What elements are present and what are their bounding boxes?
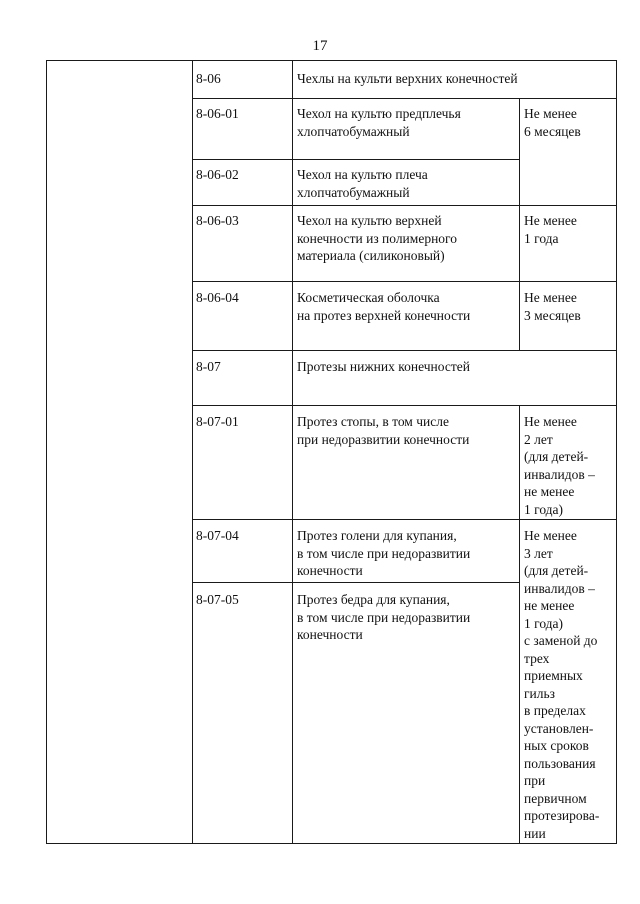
page-number: 17 (312, 38, 328, 54)
table-border-col4b (519, 405, 520, 843)
row-separator (192, 281, 617, 282)
table-row-code: 8-07-04 (196, 528, 239, 543)
row-separator (192, 205, 617, 206)
table-row-name: Чехол на культю верхней конечности из полимерного материала (силиконовый) (297, 213, 457, 263)
table-row-name: Чехол на культю предплечья хлопчатобумажный (297, 106, 461, 139)
table-border-bottom (46, 843, 617, 844)
table-row-code: 8-06-04 (196, 290, 239, 305)
table-row-code: 8-07 (196, 359, 221, 374)
table-row-name: Косметическая оболочка на протез верхней конечности (297, 290, 471, 323)
table-row-code: 8-07-05 (196, 592, 239, 607)
row-separator (192, 582, 520, 583)
table-border-col3 (292, 60, 293, 843)
table-row-name: Протез бедра для купания, в том числе при недоразвитии конечности (297, 592, 471, 642)
table-row-code: 8-06-03 (196, 213, 239, 228)
table-border-top (46, 60, 617, 61)
table-border-left (46, 60, 47, 843)
table-row-name: Протез голени для купания, в том числе при недоразвитии конечности (297, 528, 471, 578)
table-row-name: Протезы нижних конечностей (297, 359, 470, 374)
table-border-col2 (192, 60, 193, 843)
table-row-term: Не менее 3 месяцев (524, 290, 581, 323)
row-separator (192, 350, 617, 351)
row-separator (192, 98, 617, 99)
table-row-code: 8-06 (196, 71, 221, 86)
row-separator (192, 405, 617, 406)
table-row-code: 8-07-01 (196, 414, 239, 429)
row-separator (192, 159, 520, 160)
table-row-term: Не менее 3 лет (для детей- инвалидов – не менее 1 года) с заменой до трех приемных гильз в пределах установлен- ных сроков пользования при первичном протезирова- нии (524, 528, 600, 841)
table-row-name: Чехлы на культи верхних конечностей (297, 71, 518, 86)
table-row-code: 8-06-02 (196, 167, 239, 182)
table-border-right (616, 60, 617, 843)
table-border-col4a (519, 98, 520, 350)
row-separator (192, 519, 617, 520)
table-row-term: Не менее 6 месяцев (524, 106, 581, 139)
table-row-term: Не менее 1 года (524, 213, 577, 246)
table-row-name: Протез стопы, в том числе при недоразвитии конечности (297, 414, 470, 447)
table-row-code: 8-06-01 (196, 106, 239, 121)
table-row-name: Чехол на культю плеча хлопчатобумажный (297, 167, 428, 200)
table-row-term: Не менее 2 лет (для детей- инвалидов – не менее 1 года) (524, 414, 595, 517)
